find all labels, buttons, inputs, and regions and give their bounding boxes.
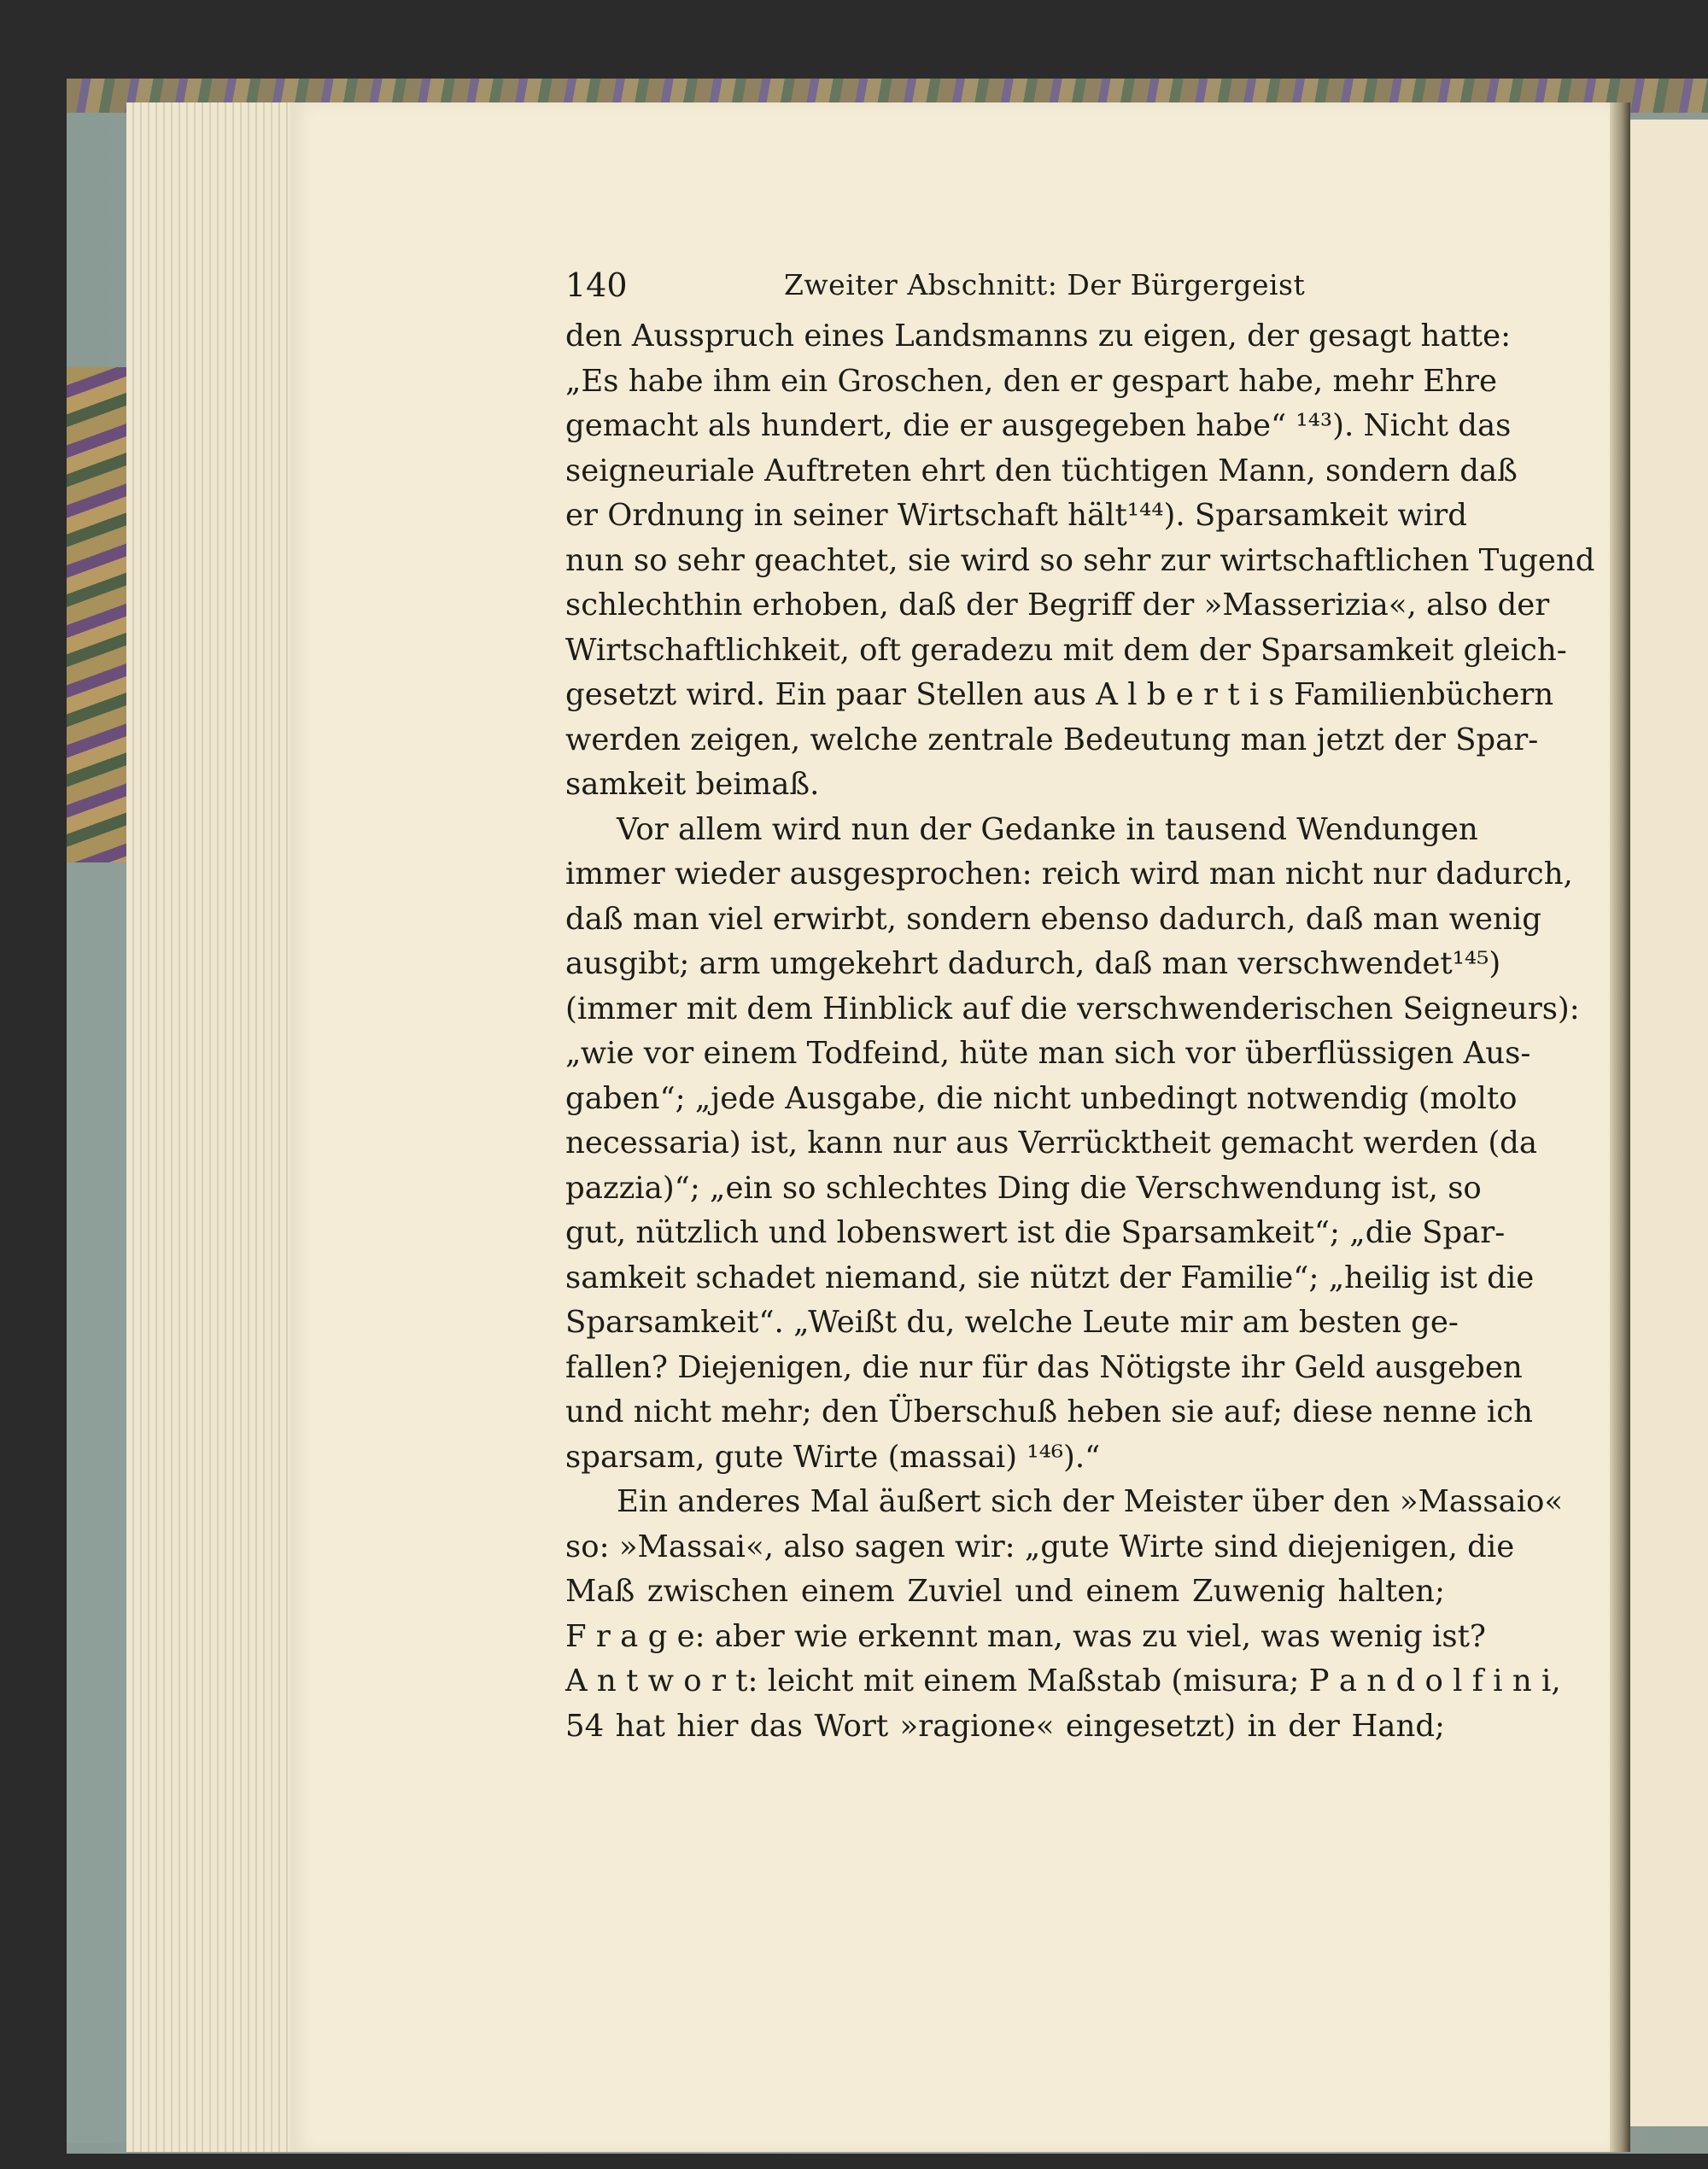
text-line: so: »Massai«, also sagen wir: „gute Wirte sind diejenigen, die [565,1529,1515,1564]
facing-page-edge [1630,120,1708,2126]
text-line: F r a g e: aber wie erkennt man, was zu viel, was wenig ist? [565,1618,1486,1654]
text-line: gemacht als hundert, die er ausgegeben habe“ ¹⁴³). Nicht das [565,408,1512,443]
text-line: ausgibt; arm umgekehrt dadurch, daß man verschwendet¹⁴⁵) [565,946,1501,981]
text-line: gaben“; „jede Ausgabe, die nicht unbedingt notwendig (molto [565,1080,1518,1116]
text-line: „Es habe ihm ein Groschen, den er gespart habe, mehr Ehre [565,363,1498,399]
text-line: schlechthin erhoben, daß der Begriff der »Masserizia«, also der [565,588,1550,623]
text-line: pazzia)“; „ein so schlechtes Ding die Verschwendung ist, so [565,1170,1482,1206]
text-line: seigneuriale Auftreten ehrt den tüchtigen Mann, sondern daß [565,453,1518,488]
page-gutter [1610,102,1630,2152]
text-line: samkeit schadet niemand, sie nützt der Familie“; „heilig ist die [565,1260,1535,1295]
text-line: fallen? Diejenigen, die nur für das Nötigste ihr Geld ausgeben [565,1349,1523,1385]
running-head [565,266,1445,314]
text-line: Vor allem wird nun der Gedanke in tausend Wendungen [617,811,1478,847]
text-line: gut, nützlich und lobenswert ist die Sparsamkeit“; „die Spar- [565,1215,1506,1250]
page-stack-edges [126,102,295,2152]
text-line: 54 hat hier das Wort »ragione« eingesetzt) in der Hand; [565,1708,1445,1744]
text-line: Ein anderes Mal äußert sich der Meister über den »Massaio« [617,1484,1564,1519]
text-line: Sparsamkeit“. „Weißt du, welche Leute mir am besten ge- [565,1305,1459,1340]
text-line: samkeit beimaß. [565,767,820,802]
text-line: und nicht mehr; den Überschuß heben sie auf; diese nenne ich [565,1394,1533,1429]
text-line: immer wieder ausgesprochen: reich wird man nicht nur dadurch, [565,856,1573,892]
text-line: Wirtschaftlichkeit, oft geradezu mit dem der Sparsamkeit gleich- [565,632,1567,668]
text-line: sparsam, gute Wirte (massai) ¹⁴⁶).“ [565,1439,1101,1475]
body-text [565,314,1595,1749]
text-line: gesetzt wird. Ein paar Stellen aus A l b e r t i s Familienbüchern [565,677,1554,712]
running-head-title: Zweiter Abschnitt: Der Bürgergeist [784,268,1306,301]
page-text-block [565,266,1595,1749]
text-line: er Ordnung in seiner Wirtschaft hält¹⁴⁴). Sparsamkeit wird [565,498,1467,533]
text-line: werden zeigen, welche zentrale Bedeutung man jetzt der Spar- [565,722,1539,757]
text-line: (immer mit dem Hinblick auf die verschwenderischen Seigneurs): [565,991,1580,1026]
text-line: daß man viel erwirbt, sondern ebenso dadurch, daß man wenig [565,901,1541,937]
text-line: necessaria) ist, kann nur aus Verrücktheit gemacht werden (da [565,1125,1538,1161]
marbled-board-left [67,367,126,862]
page-number: 140 [565,266,628,304]
text-line: den Ausspruch eines Landsmanns zu eigen, der gesagt hatte: [565,319,1512,354]
text-line: Maß zwischen einem Zuviel und einem Zuwenig halten; [565,1574,1445,1609]
text-line: „wie vor einem Todfeind, hüte man sich vor überflüssigen Aus- [565,1036,1531,1071]
text-line: nun so sehr geachtet, sie wird so sehr zur wirtschaftlichen Tugend [565,542,1595,578]
text-line: A n t w o r t: leicht mit einem Maßstab (misura; P a n d o l f i n i, [565,1663,1561,1698]
cloth-spine-left [67,862,126,2143]
